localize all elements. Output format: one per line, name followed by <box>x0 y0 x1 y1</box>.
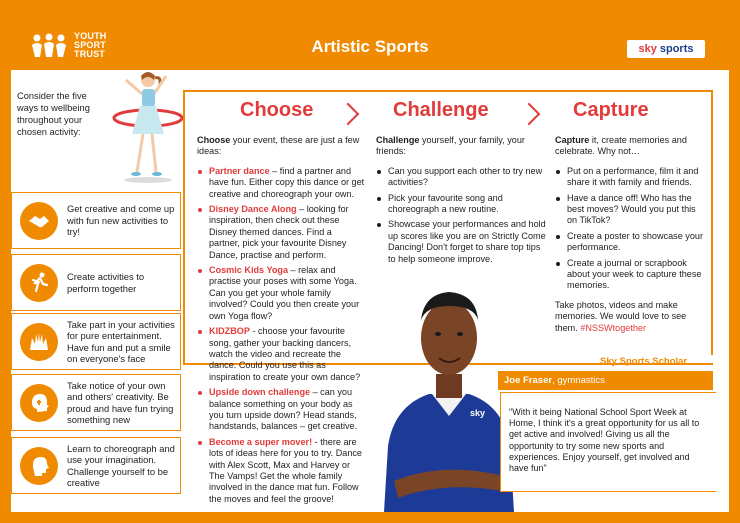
scholar-label: Sky Sports Scholar <box>600 356 688 367</box>
way-card-1 <box>11 192 181 249</box>
scholar-name: Joe Fraser <box>504 375 553 386</box>
scholar-name-bar <box>498 371 713 390</box>
handshake-icon <box>20 202 58 240</box>
brand-sky: sky <box>638 43 657 55</box>
scholar-sport: , gymnastics <box>552 375 605 386</box>
list-item: Put on a performance, film it and share it with family and friends. <box>555 166 705 189</box>
way-text: Learn to choreograph and use your imagination. Challenge yourself to be creative <box>67 442 175 488</box>
wellbeing-intro: Consider the five ways to wellbeing throughout your chosen activity: <box>17 91 90 137</box>
idea-text: - choose your favourite song, gather your backing dancers, watch the video and recreate the dance. Could you use this as inspiration to create your own dance? <box>209 326 361 382</box>
list-item <box>197 204 365 261</box>
choose-lead-bold: Choose <box>197 135 231 145</box>
logo-line-sport: SPORT <box>74 40 107 50</box>
list-item <box>197 437 365 505</box>
choose-list <box>197 166 365 505</box>
way-text: Get creative and come up with fun new activities to try! <box>67 203 175 238</box>
challenge-list <box>376 166 546 265</box>
idea-text: – looking for inspiration, then check out these Disney themed dances. Find a partner, pick your favourite Disney Dance, practise and perform. <box>209 204 349 260</box>
list-item: Create a journal or scrapbook about your week to capture these memories. <box>555 258 705 292</box>
idea-text: – relax and practise your poses with some Yoga. Can you get your whole family involved? Could you then create your own Yoga flow? <box>209 265 360 321</box>
head-profile-icon <box>20 447 58 485</box>
idea-link[interactable]: Partner dance <box>209 165 270 176</box>
idea-link[interactable]: Become a super mover! <box>209 436 313 447</box>
capture-closing <box>555 300 705 334</box>
idea-link[interactable]: Upside down challenge <box>209 387 311 398</box>
challenge-lead <box>376 135 546 158</box>
way-card-2 <box>11 254 181 311</box>
brand-sports: sports <box>659 43 694 55</box>
choose-lead-text: your event, these are just a few ideas: <box>197 135 360 157</box>
way-text: Create activities to perform together <box>67 271 145 294</box>
hula-hoop-girl-illustration <box>104 68 184 190</box>
capture-list <box>555 166 705 292</box>
idea-text: – can you balance something on your body as you turn upside down? Head stands, handstands, balances – get creative. <box>209 387 358 432</box>
hands-up-icon <box>20 323 58 361</box>
way-card-4 <box>11 374 181 431</box>
choose-lead <box>197 135 365 158</box>
sky-sports-logo <box>627 40 705 58</box>
list-item <box>197 166 365 200</box>
idea-link[interactable]: Cosmic Kids Yoga <box>209 265 289 276</box>
list-item <box>197 387 365 433</box>
capture-lead <box>555 135 705 158</box>
heading-choose: Choose <box>240 99 314 121</box>
choose-column <box>197 135 365 509</box>
page-title: Artistic Sports <box>311 37 429 56</box>
logo-line-youth: YOUTH <box>74 31 107 41</box>
idea-text: – find a partner and have fun. Either copy this dance or get creative and choreograph your own. <box>209 165 365 199</box>
list-item: Create a poster to showcase your performance. <box>555 231 705 254</box>
scholar-quote: "With it being National School Sport Week at Home, I think it's a great opportunity for us all to get active and involved! Giving us all the opportunity to try some new sports and experiences. Enjoy yourself, get involved and have fun" <box>500 392 716 492</box>
way-card-5 <box>11 437 181 494</box>
challenge-column <box>376 135 546 269</box>
list-item: Can you support each other to try new activities? <box>376 166 546 189</box>
heading-capture: Capture <box>573 99 649 121</box>
capture-closing-text: Take photos, videos and make memories. We would love to see them. <box>555 299 687 333</box>
capture-column <box>555 135 705 334</box>
way-text: Take notice of your own and others' creativity. Be proud and have fun trying something new <box>67 379 174 425</box>
logo-line-trust: TRUST <box>74 49 105 59</box>
challenge-lead-bold: Challenge <box>376 135 420 145</box>
capture-lead-bold: Capture <box>555 135 590 145</box>
way-text: Take part in your activities for pure entertainment. Have fun and put a smile on everyone's face <box>67 318 175 364</box>
list-item: Have a dance off! Who has the best moves? Would you put this on TikTok? <box>555 193 705 227</box>
list-item <box>197 265 365 322</box>
list-item: Pick your favourite song and choreograph a new routine. <box>376 193 546 216</box>
list-item: Showcase your performances and hold up scores like you are on Strictly Come Dancing! Don't forget to share top tips to help someone improve. <box>376 219 546 265</box>
panel-border-right <box>711 90 713 355</box>
hashtag: #NSSWtogether <box>580 322 646 333</box>
heading-challenge: Challenge <box>393 99 489 121</box>
runner-icon <box>20 264 58 302</box>
idea-link[interactable]: Disney Dance Along <box>209 204 297 215</box>
lightbulb-head-icon <box>20 384 58 422</box>
capture-lead-text: it, create memories and celebrate. Why not… <box>555 135 687 157</box>
idea-link[interactable]: KIDZBOP <box>209 326 250 337</box>
way-card-3 <box>11 313 181 370</box>
list-item <box>197 326 365 383</box>
idea-text: - there are lots of ideas here for you to try. Dance with Alex Scott, Max and Harvey or The Vamps! Get the whole family involved in the dance mat fun. Follow the moves and feel the groove! <box>209 436 362 504</box>
athlete-photo <box>384 276 514 512</box>
svg-text:sky: sky <box>470 408 486 418</box>
challenge-lead-text: yourself, your family, your friends: <box>376 135 525 157</box>
